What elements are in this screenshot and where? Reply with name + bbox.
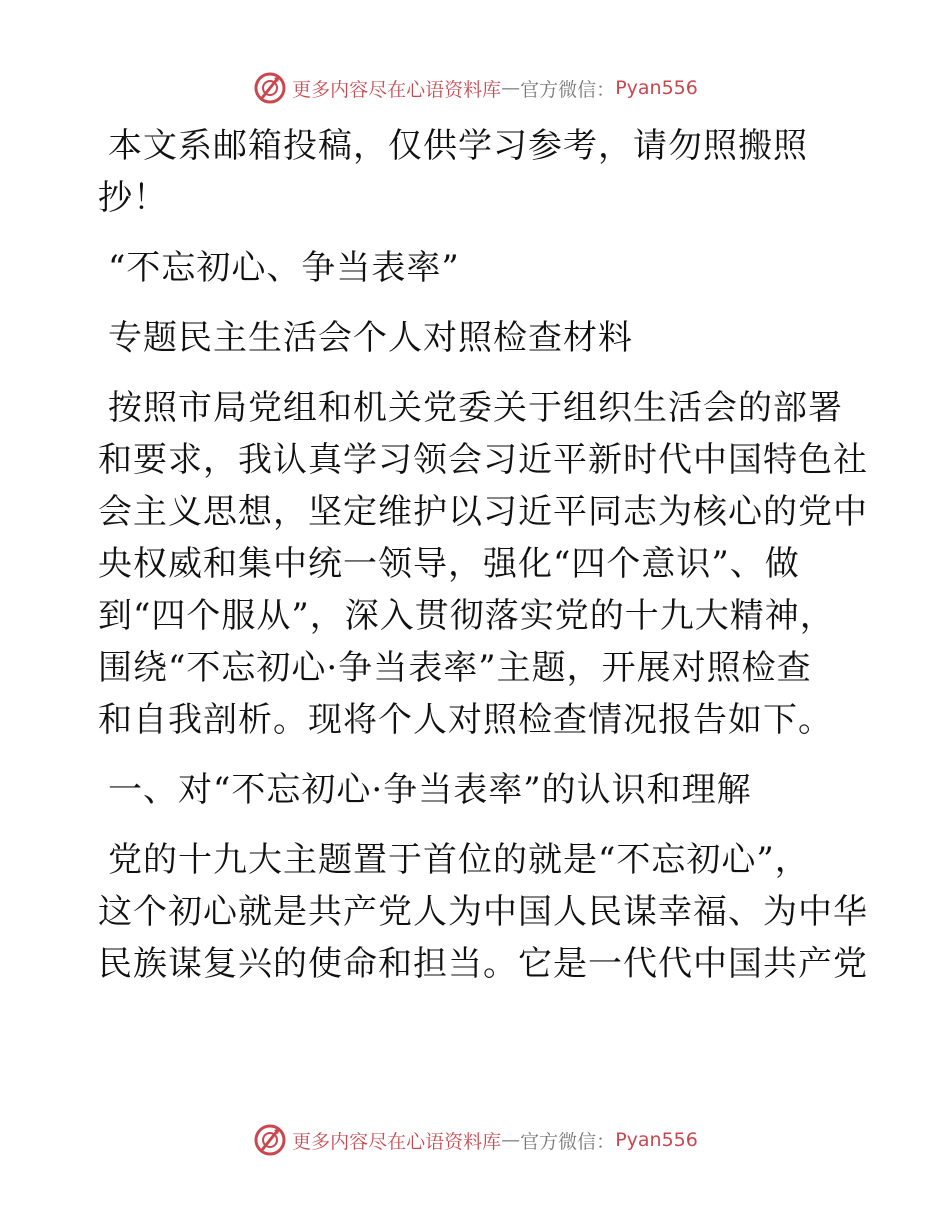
section-1-paragraph	[98, 834, 868, 990]
watermark-wechat-id: Pyan556	[615, 1129, 698, 1151]
text-line: 本文系邮箱投稿，仅供学习参考，请勿照搬照	[108, 126, 808, 166]
brand-logo-icon	[252, 70, 288, 106]
footer-watermark	[0, 1120, 950, 1160]
text-line: 民族谋复兴的使命和担当。它是一代代中国共产党	[98, 944, 868, 984]
text-line: 这个初心就是共产党人为中国人民谋幸福、为中华	[98, 892, 868, 932]
text-line: 和要求，我认真学习领会习近平新时代中国特色社	[98, 440, 868, 480]
brand-logo-icon	[252, 1122, 288, 1158]
notice-paragraph	[98, 120, 858, 224]
text-line: 围绕“不忘初心·争当表率”主题，开展对照检查	[98, 648, 812, 688]
watermark-separator: —	[501, 1129, 521, 1151]
heading-text: 一、对“不忘初心·争当表率”的认识和理解	[108, 770, 752, 810]
text-line: 党的十九大主题置于首位的就是“不忘初心”，	[108, 840, 810, 880]
watermark-separator: —	[501, 77, 521, 99]
text-line: 抄！	[98, 178, 168, 218]
watermark-wechat-label: 官方微信：	[520, 1130, 616, 1153]
title-text: “不忘初心、争当表率”	[108, 248, 460, 288]
subtitle-text: 专题民主生活会个人对照检查材料	[108, 318, 633, 358]
watermark-wechat-label: 官方微信：	[520, 78, 616, 101]
title-line-1	[108, 242, 858, 294]
text-line: 按照市局党组和机关党委关于组织生活会的部署	[108, 388, 843, 428]
text-line: 到“四个服从”，深入贯彻落实党的十九大精神，	[98, 596, 835, 636]
text-line: 和自我剖析。现将个人对照检查情况报告如下。	[98, 700, 833, 740]
section-1-heading	[108, 764, 858, 816]
document-body	[98, 120, 868, 990]
header-watermark	[0, 68, 950, 108]
intro-paragraph	[98, 382, 868, 746]
watermark-brand: 更多内容尽在心语资料库	[292, 1130, 502, 1153]
text-line: 会主义思想，坚定维护以习近平同志为核心的党中	[98, 492, 868, 532]
watermark-wechat-id: Pyan556	[615, 77, 698, 99]
text-line: 央权威和集中统一领导，强化“四个意识”、做	[98, 544, 800, 584]
watermark-brand: 更多内容尽在心语资料库	[292, 78, 502, 101]
title-line-2	[108, 312, 858, 364]
